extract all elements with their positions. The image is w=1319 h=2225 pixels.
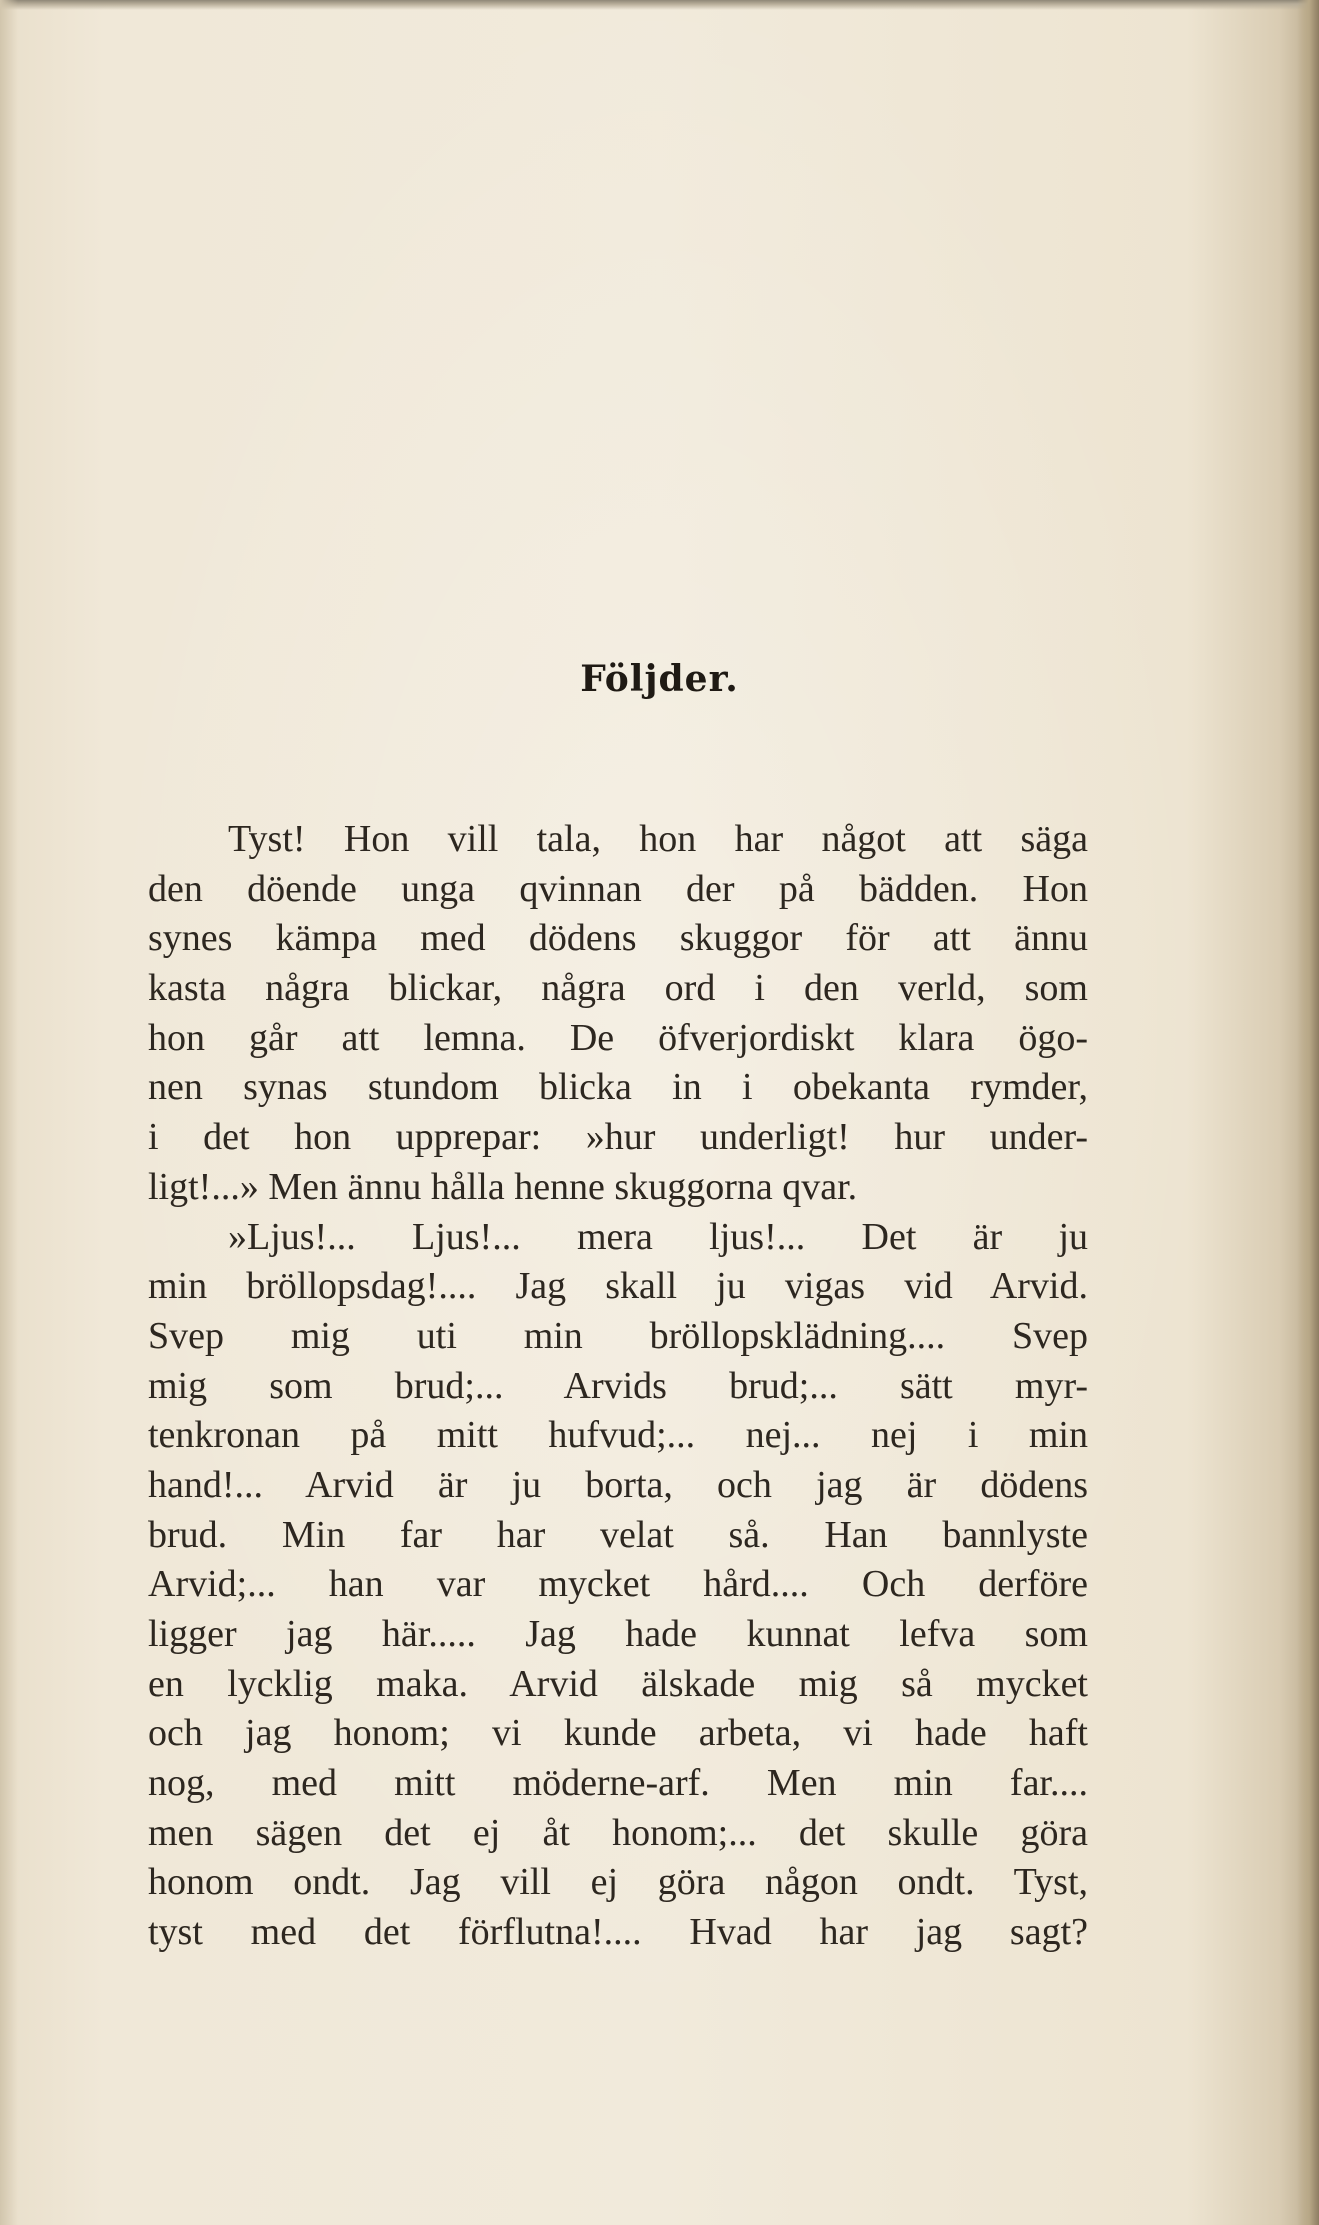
text-line: min bröllopsdag!.... Jag skall ju vigas vid Arvid. <box>148 1265 1088 1308</box>
text-line: brud. Min far har velat så. Han bannlyste <box>148 1513 1088 1556</box>
text-line: honom ondt. Jag vill ej göra någon ondt. Tyst, <box>148 1861 1088 1904</box>
text-line: en lycklig maka. Arvid älskade mig så mycket <box>148 1662 1088 1705</box>
text-line: i det hon upprepar: »hur underligt! hur under- <box>148 1116 1088 1159</box>
text-line: tenkronan på mitt hufvud;... nej... nej i min <box>148 1414 1088 1457</box>
page-left-edge <box>0 0 18 2225</box>
text-line: nen synas stundom blicka in i obekanta rymder, <box>148 1066 1088 1109</box>
page-right-edge <box>1297 0 1319 2225</box>
text-line: nog, med mitt möderne-arf. Men min far.... <box>148 1762 1088 1805</box>
text-line: ligger jag här..... Jag hade kunnat lefva som <box>148 1613 1088 1655</box>
chapter-title: Följder. <box>580 658 739 700</box>
text-line: den döende unga qvinnan der på bädden. Hon <box>148 867 1088 910</box>
page-top-edge <box>0 0 1319 10</box>
text-line: och jag honom; vi kunde arbeta, vi hade haft <box>148 1712 1088 1755</box>
body-text <box>148 815 1088 1958</box>
text-line: synes kämpa med dödens skuggor för att ännu <box>148 917 1088 960</box>
text-line: ligt!...» Men ännu hålla henne skuggorna qvar. <box>148 1165 858 1208</box>
text-line: mig som brud;... Arvids brud;... sätt myr- <box>148 1364 1088 1407</box>
text-line: tyst med det förflutna!.... Hvad har jag sagt? <box>148 1911 1088 1954</box>
text-line: hon går att lemna. De öfverjordiskt klara ögo- <box>148 1016 1088 1059</box>
text-line: Tyst! Hon vill tala, hon har något att säga <box>228 818 1088 860</box>
text-line: Arvid;... han var mycket hård.... Och derföre <box>148 1563 1088 1606</box>
text-line: »Ljus!... Ljus!... mera ljus!... Det är ju <box>228 1215 1088 1258</box>
text-line: kasta några blickar, några ord i den verld, som <box>148 967 1088 1010</box>
text-line: men sägen det ej åt honom;... det skulle göra <box>148 1811 1088 1854</box>
text-line: hand!... Arvid är ju borta, och jag är dödens <box>148 1463 1088 1506</box>
text-line: Svep mig uti min bröllopsklädning.... Svep <box>148 1314 1088 1357</box>
